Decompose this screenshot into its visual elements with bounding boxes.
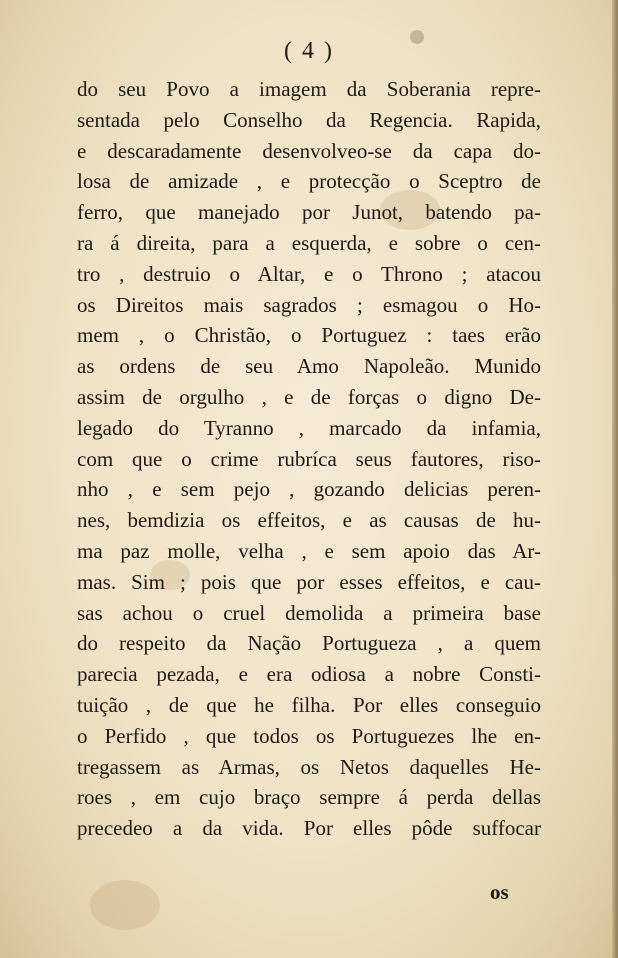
- text-line: precedeo a da vida. Por elles pôde suffocar: [77, 816, 541, 841]
- text-line: losa de amizade , e protecção o Sceptro de: [77, 169, 541, 194]
- text-line: o Perfido , que todos os Portuguezes lhe en-: [77, 723, 541, 748]
- text-line: mem , o Christão, o Portuguez : taes erão: [77, 323, 541, 348]
- text-line: os Direitos mais sagrados ; esmagou o Ho-: [77, 292, 541, 317]
- text-line: sentada pelo Conselho da Regencia. Rapida,: [77, 107, 541, 132]
- text-line: nes, bemdizia os effeitos, e as causas de hu-: [77, 508, 541, 533]
- catchword: os: [490, 880, 509, 904]
- text-line: legado do Tyranno , marcado da infamia,: [77, 415, 541, 440]
- text-line: sas achou o cruel demolida a primeira base: [77, 600, 541, 625]
- text-line: parecia pezada, e era odiosa a nobre Consti-: [77, 662, 541, 687]
- text-line: ma paz molle, velha , e sem apoio das Ar-: [77, 538, 541, 563]
- text-line: tro , destruio o Altar, e o Throno ; atacou: [77, 261, 541, 286]
- text-line: assim de orgulho , e de forças o digno De-: [77, 384, 541, 409]
- text-line: roes , em cujo braço sempre á perda dellas: [77, 785, 541, 810]
- text-line: nho , e sem pejo , gozando delicias peren-: [77, 477, 541, 502]
- text-line: com que o crime rubríca seus fautores, riso-: [77, 446, 541, 471]
- text-line: do seu Povo a imagem da Soberania repre-: [77, 77, 541, 101]
- paper-stain: [90, 880, 160, 930]
- text-line: ferro, que manejado por Junot, batendo pa-: [77, 200, 541, 225]
- text-line: tregassem as Armas, os Netos daquelles He-: [77, 754, 541, 779]
- page-number: ( 4 ): [284, 38, 334, 64]
- text-line: tuição , de que he filha. Por elles conseguio: [77, 692, 541, 717]
- text-line: e descaradamente desenvolveo-se da capa do-: [77, 138, 541, 163]
- page-edge: [612, 0, 618, 958]
- text-line: do respeito da Nação Portugueza , a quem: [77, 631, 541, 656]
- text-line: as ordens de seu Amo Napoleão. Munido: [77, 354, 541, 379]
- text-line: mas. Sim ; pois que por esses effeitos, e cau-: [77, 569, 541, 594]
- text-line: ra á direita, para a esquerda, e sobre o cen-: [77, 230, 541, 255]
- body-text: [77, 74, 541, 844]
